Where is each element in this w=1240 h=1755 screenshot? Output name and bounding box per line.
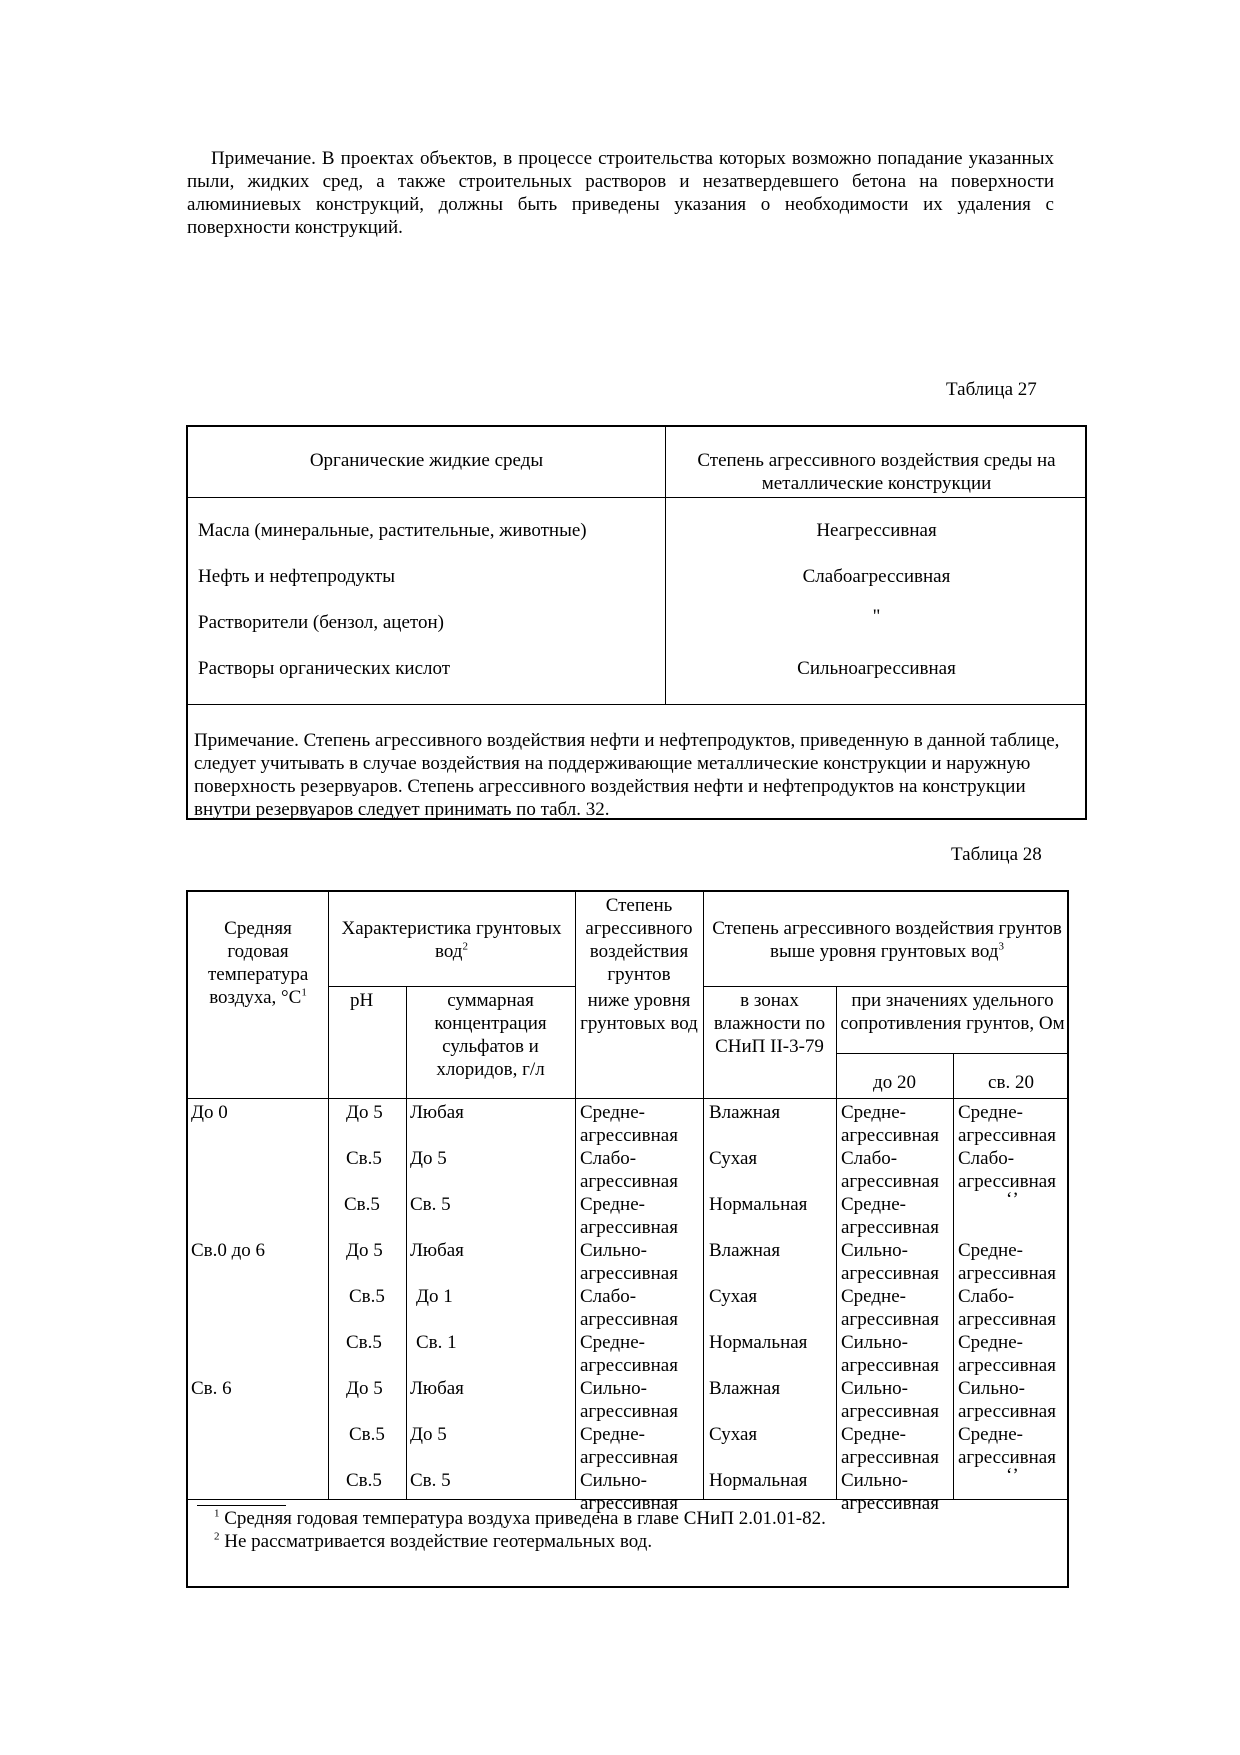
table-cell-zone: Влажная [709, 1240, 781, 1261]
header-below-top: Степень агрессивного воздействия грунтов [585, 895, 693, 985]
table-cell-below: Средне-агрессивная [580, 1332, 678, 1376]
header-aggressiveness: Степень агрессивного воздействия среды на металлические конструкции [697, 450, 1056, 494]
table-cell-over20: Средне-агрессивная [958, 1240, 1056, 1284]
table-cell-ph: Св.5 [344, 1194, 380, 1215]
table-row-degree: Сильноагрессивная [797, 658, 956, 679]
table-cell-over20: ‘’ [1006, 1189, 1019, 1210]
header-divider [836, 1053, 1067, 1054]
table-cell-to20: Сильно-агрессивная [841, 1470, 939, 1514]
table-cell-to20: Средне-агрессивная [841, 1194, 939, 1238]
header-divider [188, 497, 1085, 498]
footnote-2: $^2$ Не рассматривается воздействие геотермальных вод. [214, 1530, 653, 1552]
table-28-caption: Таблица 28 [951, 844, 1042, 865]
header-moisture-zones: в зонах влажности по СНиП II-3-79 [713, 990, 826, 1057]
column-divider [406, 986, 407, 1499]
table-row-degree: Неагрессивная [816, 520, 937, 541]
table-cell-to20: Сильно-агрессивная [841, 1240, 939, 1284]
table-cell-ph: До 5 [346, 1378, 383, 1399]
table-cell-to20: Сильно-агрессивная [841, 1378, 939, 1422]
top-note: Примечание. В проектах объектов, в процессе строительства которых возможно попадание указанных пыли, жидких сред, а также строительных растворов и незатвердевшего бетона на поверхности алюминиевых конструкций, должны быть приведены указания о необходимости их удаления с поверхности конструкций. [187, 148, 1054, 238]
header-divider [703, 986, 1067, 987]
table-cell-sum: Св. 1 [416, 1332, 457, 1353]
table-cell-sum: Св. 5 [410, 1470, 451, 1491]
table-cell-sum: Св. 5 [410, 1194, 451, 1215]
table-cell-sum: До 5 [410, 1148, 447, 1169]
table-row-medium: Нефть и нефтепродукты [198, 566, 396, 587]
column-divider [703, 892, 704, 1499]
table-cell-over20: Слабо-агрессивная [958, 1286, 1056, 1330]
table-28 [186, 890, 1069, 1588]
table-row-degree: " [872, 606, 881, 627]
table-cell-below: Сильно-агрессивная [580, 1240, 678, 1284]
table-cell-below: Средне-агрессивная [580, 1102, 678, 1146]
table-cell-below: Сильно-агрессивная [580, 1470, 678, 1514]
table-cell-over20: Средне-агрессивная [958, 1332, 1056, 1376]
table-27 [186, 425, 1087, 820]
table-cell-sum: Любая [410, 1378, 464, 1399]
header-to-20: до 20 [873, 1072, 916, 1093]
header-below-bottom: ниже уровня грунтовых вод [580, 990, 698, 1034]
table-cell-over20: ‘’ [1006, 1465, 1019, 1486]
header-divider [188, 1098, 1067, 1099]
header-ph: pH [350, 990, 374, 1011]
header-over-20: св. 20 [988, 1072, 1034, 1093]
table-cell-temp: До 0 [191, 1102, 228, 1123]
header-divider [328, 986, 575, 987]
column-divider [836, 986, 837, 1499]
table-cell-ph: До 5 [346, 1102, 383, 1123]
table-27-note: Примечание. Степень агрессивного воздействия нефти и нефтепродуктов, приведенную в данной таблице, следует учитывать в случае воздействия на поддерживающие металлические конструкции и наружную поверхность резервуаров. Степень агрессивного воздействия нефти и нефтепродуктов на конструкции внутри резервуаров следует принимать по табл. 32. [194, 730, 1060, 820]
table-cell-zone: Нормальная [709, 1332, 808, 1353]
table-cell-sum: Любая [410, 1240, 464, 1261]
table-cell-ph: До 5 [346, 1240, 383, 1261]
table-cell-temp: Св.0 до 6 [191, 1240, 266, 1261]
table-cell-zone: Сухая [709, 1286, 758, 1307]
header-above: Степень агрессивного воздействия грунтов выше уровня грунтовых вод$^3$ [712, 918, 1062, 962]
table-cell-to20: Средне-агрессивная [841, 1286, 939, 1330]
footnote-1: $^1$ Средняя годовая температура воздуха приведена в главе СНиП 2.01.01-82. [214, 1507, 826, 1529]
note-divider [188, 704, 1085, 705]
table-cell-sum: До 5 [410, 1424, 447, 1445]
table-27-caption: Таблица 27 [946, 379, 1037, 400]
footnote-separator [197, 1505, 286, 1506]
header-temperature: Средняя годовая температура воздуха, $^\circ С^1$ [208, 918, 309, 1008]
table-cell-below: Средне-агрессивная [580, 1194, 678, 1238]
table-cell-zone: Сухая [709, 1148, 758, 1169]
table-cell-below: Слабо-агрессивная [580, 1148, 678, 1192]
table-cell-ph: Св.5 [346, 1148, 382, 1169]
table-cell-to20: Средне-агрессивная [841, 1102, 939, 1146]
table-cell-to20: Слабо-агрессивная [841, 1148, 939, 1192]
header-organic-media: Органические жидкие среды [309, 450, 544, 471]
table-cell-temp: Св. 6 [191, 1378, 232, 1399]
header-sulfate-chloride: суммарная концентрация сульфатов и хлоридов, г/л [434, 990, 547, 1080]
table-cell-zone: Нормальная [709, 1194, 808, 1215]
table-cell-over20: Средне-агрессивная [958, 1424, 1056, 1468]
table-cell-ph: Св.5 [346, 1332, 382, 1353]
table-cell-sum: До 1 [416, 1286, 453, 1307]
header-resistivity: при значениях удельного сопротивления грунтов, Ом [840, 990, 1065, 1034]
table-cell-below: Средне-агрессивная [580, 1424, 678, 1468]
table-cell-zone: Сухая [709, 1424, 758, 1445]
table-cell-zone: Влажная [709, 1102, 781, 1123]
header-groundwater: Характеристика грунтовых вод$^2$ [341, 918, 562, 962]
table-cell-ph: Св.5 [349, 1286, 385, 1307]
table-row-medium: Масла (минеральные, растительные, животные) [198, 520, 587, 541]
table-row-degree: Слабоагрессивная [802, 566, 951, 587]
table-cell-over20: Сильно-агрессивная [958, 1378, 1056, 1422]
table-cell-to20: Сильно-агрессивная [841, 1332, 939, 1376]
table-row-medium: Растворители (бензол, ацетон) [198, 612, 444, 633]
column-divider [328, 892, 329, 1499]
table-cell-ph: Св.5 [349, 1424, 385, 1445]
table-row-medium: Растворы органических кислот [198, 658, 451, 679]
table-cell-over20: Средне-агрессивная [958, 1102, 1056, 1146]
table-cell-zone: Влажная [709, 1378, 781, 1399]
table-cell-below: Слабо-агрессивная [580, 1286, 678, 1330]
table-cell-ph: Св.5 [346, 1470, 382, 1491]
table-cell-below: Сильно-агрессивная [580, 1378, 678, 1422]
table-cell-zone: Нормальная [709, 1470, 808, 1491]
table-cell-to20: Средне-агрессивная [841, 1424, 939, 1468]
table-cell-over20: Слабо-агрессивная [958, 1148, 1056, 1192]
table-cell-sum: Любая [410, 1102, 464, 1123]
column-divider [953, 1053, 954, 1499]
